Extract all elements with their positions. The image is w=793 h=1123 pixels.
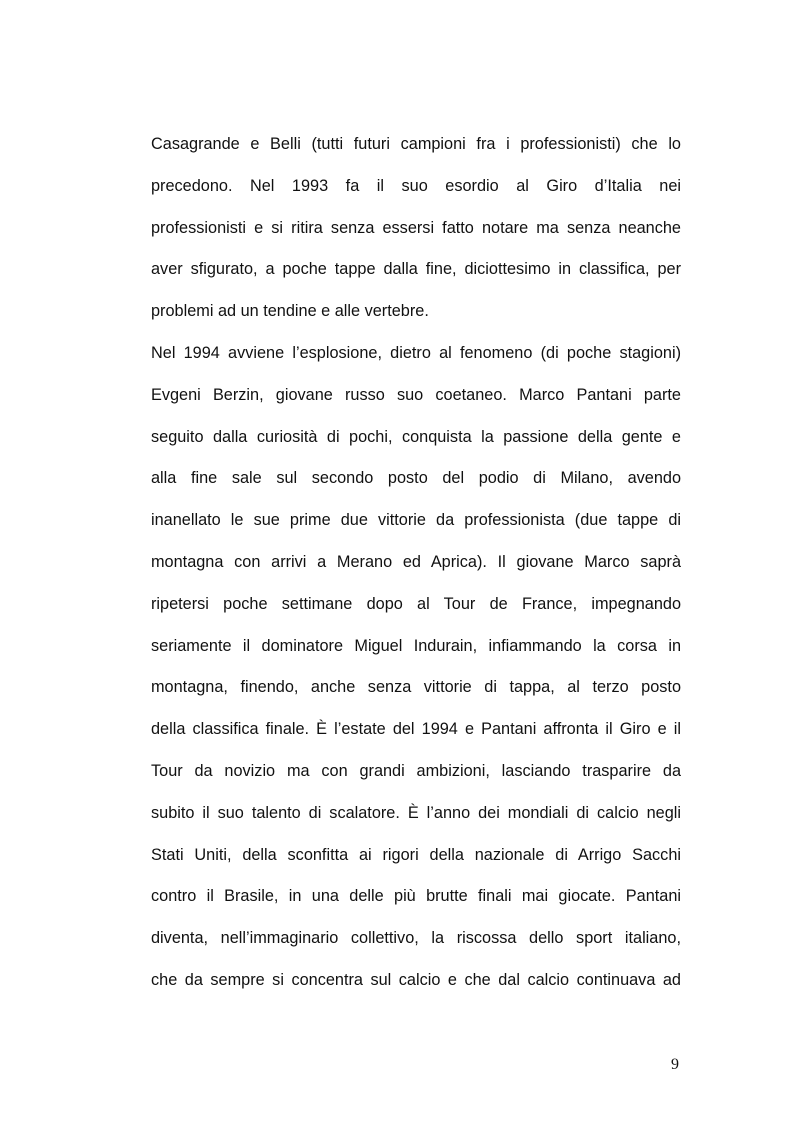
- text-line: professionisti e si ritira senza essersi fatto notare ma senza neanche: [151, 218, 681, 237]
- text-line: problemi ad un tendine e alle vertebre.: [151, 302, 429, 321]
- text-line: seguito dalla curiosità di pochi, conquista la passione della gente e: [151, 427, 681, 446]
- text-line: Casagrande e Belli (tutti futuri campioni fra i professionisti) che lo: [151, 135, 681, 153]
- text-line: che da sempre si concentra sul calcio e che dal calcio continuava ad: [151, 970, 681, 989]
- page-number: 9: [671, 1056, 679, 1073]
- text-line: alla fine sale sul secondo posto del podio di Milano, avendo: [151, 469, 681, 488]
- text-line: diventa, nell’immaginario collettivo, la riscossa dello sport italiano,: [151, 929, 681, 948]
- text-line: Stati Uniti, della sconfitta ai rigori della nazionale di Arrigo Sacchi: [151, 845, 681, 864]
- text-line: Tour da novizio ma con grandi ambizioni, lasciando trasparire da: [151, 761, 681, 780]
- text-line: inanellato le sue prime due vittorie da professionista (due tappe di: [151, 511, 681, 530]
- text-line: subito il suo talento di scalatore. È l’anno dei mondiali di calcio negli: [151, 803, 681, 822]
- text-line: della classifica finale. È l’estate del 1994 e Pantani affronta il Giro e il: [151, 720, 681, 739]
- text-line: seriamente il dominatore Miguel Indurain, infiammando la corsa in: [151, 636, 681, 655]
- text-line: montagna con arrivi a Merano ed Aprica). Il giovane Marco saprà: [151, 552, 681, 571]
- text-line: aver sfigurato, a poche tappe dalla fine, diciottesimo in classifica, per: [151, 260, 681, 279]
- text-line: contro il Brasile, in una delle più brutte finali mai giocate. Pantani: [151, 887, 681, 906]
- text-line: Nel 1994 avviene l’esplosione, dietro al fenomeno (di poche stagioni): [151, 343, 681, 362]
- text-line: montagna, finendo, anche senza vittorie di tappa, al terzo posto: [151, 678, 681, 697]
- body-text: [151, 128, 681, 1006]
- text-line: ripetersi poche settimane dopo al Tour de France, impegnando: [151, 594, 681, 613]
- text-line: Evgeni Berzin, giovane russo suo coetaneo. Marco Pantani parte: [151, 385, 681, 404]
- text-line: precedono. Nel 1993 fa il suo esordio al Giro d’Italia nei: [151, 176, 681, 195]
